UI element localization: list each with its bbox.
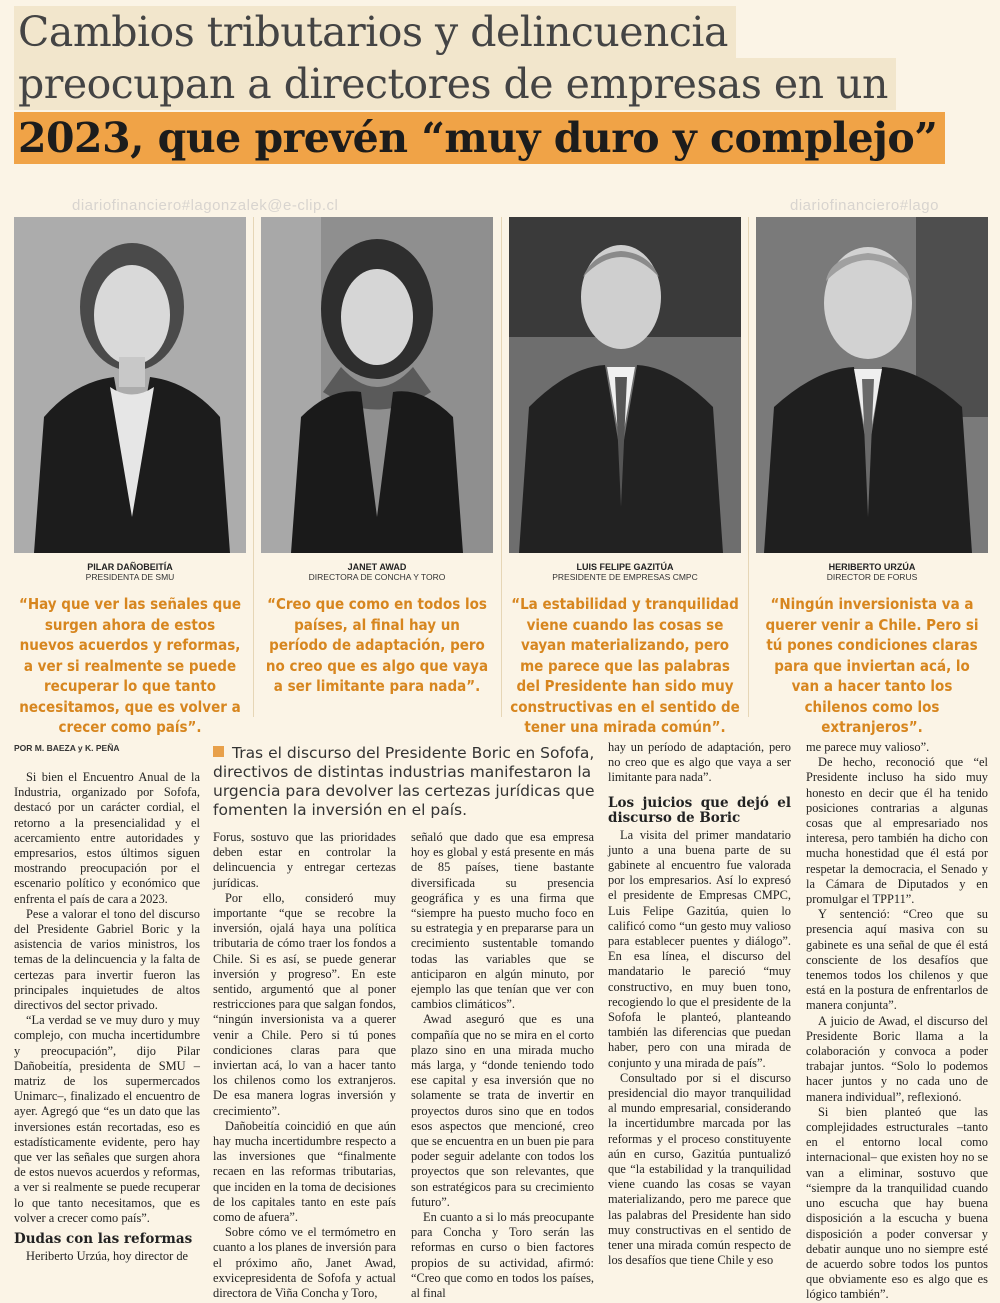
photo-luis-felipe-gazitua bbox=[509, 217, 741, 553]
article-column-1 bbox=[14, 770, 200, 1264]
column-divider bbox=[748, 217, 749, 717]
paragraph: De hecho, reconoció que “el Presidente incluso ha sido muy honesto en decir que él ha tenido posiciones contrarias a algunas cosas que al empresariado nos interesa, pero también ha dicho con mucha honestidad que él está por respetar la democracia, el Senado y la Cámara de Diputados y en promulgar el TPP11”. bbox=[806, 755, 988, 907]
paragraph: “La verdad se ve muy duro y muy complejo, con mucha incertidumbre y preocupación”, dijo Pilar Dañobeitía, presidenta de SMU –matriz de los supermercados Unimarc–, finalizado el encuentro de ayer. Agregó que “es un dato que las inversiones están recortadas, eso es estadísticamente evidente, pero hay que ver las señales que surgen ahora de estos nuevos acuerdos y reformas, a ver si realmente se puede recuperar lo que tanto necesitamos, que es volver a crecer como país”. bbox=[14, 1013, 200, 1225]
watermark-left: diariofinanciero#lagonzalek@e-clip.cl bbox=[72, 197, 339, 214]
column-divider bbox=[501, 217, 502, 717]
paragraph: Sobre cómo ve el termómetro en cuanto a los planes de inversión para el próximo año, Janet Awad, exvicepresidenta de Sofofa y actual directora de Viña Concha y Toro, bbox=[213, 1225, 396, 1301]
pull-quote-2: “Creo que como en todos los países, al final hay un período de adaptación, pero no creo que es algo que vaya a ser limitante para nada”. bbox=[265, 595, 489, 695]
photo-heriberto-urzua bbox=[756, 217, 988, 553]
paragraph: señaló que dado que esa empresa hoy es global y está presente en más de 85 países, tiene bastante diversificada su presencia geográfica y es una firma que “siempre ha puesto mucho foco en su estrategia y en prepararse para un crecimiento sustentable tomando todas las variables que se anticiparon en algún minuto, por ejemplo las que tenían que ver con cambios climáticos”. bbox=[411, 830, 594, 1012]
headline bbox=[14, 6, 994, 164]
lead-paragraph bbox=[213, 744, 598, 820]
lead-text: Tras el discurso del Presidente Boric en Sofofa, directivos de distintas industrias manifestaron la urgencia para devolver las certezas jurídicas que fomenten la inversión en el país. bbox=[213, 744, 595, 819]
paragraph: Y sentenció: “Creo que su presencia aquí masiva con su gabinete es una señal de que él está consciente de los desafíos que tenemos todos los chilenos y que está en la postura de enfrentarlos de manera conjunta”. bbox=[806, 907, 988, 1013]
square-bullet-icon bbox=[213, 746, 224, 757]
pull-quote-1: “Hay que ver las señales que surgen ahora de estos nuevos acuerdos y reformas, a ver si realmente se puede recuperar lo que tanto necesitamos, que es volver a crecer como país”. bbox=[18, 595, 241, 736]
subheading: Dudas con las reformas bbox=[14, 1231, 193, 1248]
paragraph: Dañobeitía coincidió en que aún hay mucha incertidumbre respecto a las inversiones que “finalmente recaen en las reformas tributarias, que inciden en la toma de decisiones de los capitales tanto en este país como de afuera”. bbox=[213, 1118, 396, 1225]
article-column-2 bbox=[213, 830, 396, 1301]
paragraph: hay un período de adaptación, pero no creo que es algo que vaya a ser limitante para nada”. bbox=[608, 740, 791, 785]
caption-name: JANET AWAD bbox=[347, 562, 407, 572]
paragraph: Por ello, consideró muy importante “que se recobre la inversión, ojalá haya una política tributaria de cómo traer los fondos a Chile. Si es así, se puede generar inversión y progreso”. En este sentido, argumentó que al poner restricciones para que salgan fondos, “ningún inversionista va a querer venir a Chile. Pero si tú pones condiciones claras para que inviertan acá, lo van a hacer tanto los chilenos como los extranjeros. De esa manera logras inversión y crecimiento”. bbox=[213, 890, 396, 1118]
paragraph: Pese a valorar el tono del discurso del Presidente Gabriel Boric y la asistencia de varios ministros, los temas de la delincuencia y la falta de certezas para invertir fueron las principales inquietudes de altos directivos del sector privado. bbox=[14, 906, 200, 1013]
caption-2 bbox=[261, 562, 493, 582]
paragraph: A juicio de Awad, el discurso del Presidente Boric llama a la colaboración y convoca a poder trabajar juntos. “Solo lo podemos hacer juntos y no cada uno de manera individual”, reflexionó. bbox=[806, 1013, 988, 1104]
paragraph: Consultado por si el discurso presidencial dio mayor tranquilidad al mundo empresarial, considerando la incertidumbre marcada por las reformas y el proceso constituyente aún en curso, Gazitúa puntualizó que “la estabilidad y la tranquilidad viene cuando las cosas se vayan materializando, pero me parece que las palabras del Presidente han sido muy constructivas en el sentido de tener una mirada común respecto de los desafíos que tiene Chile y eso bbox=[608, 1070, 791, 1268]
byline: POR M. BAEZA y K. PEÑA bbox=[14, 743, 120, 753]
pull-quote-3: “La estabilidad y tranquilidad viene cuando las cosas se vayan materializando, pero me parece que las palabras del Presidente han sido muy constructivas en el sentido de tener una mirada común”. bbox=[510, 595, 740, 736]
subheading: Los juicios que dejó el discurso de Boric bbox=[608, 794, 791, 826]
caption-role: DIRECTOR DE FORUS bbox=[826, 572, 918, 582]
caption-3 bbox=[509, 562, 741, 582]
headline-line-2: preocupan a directores de empresas en un bbox=[14, 58, 896, 110]
paragraph: En cuanto a si lo más preocupante para Concha y Toro serán las reformas en curso o bien factores propios de su actividad, afirmó: “Creo que como en todos los países, al final bbox=[411, 1210, 594, 1301]
paragraph: me parece muy valioso”. bbox=[806, 740, 930, 754]
caption-1 bbox=[14, 562, 246, 582]
paragraph: Awad aseguró que es una compañía que no se mira en el corto plazo sino en una mirada mucho más larga, y “donde teniendo todo ese capital y esa inversión que no solamente se trata de invertir en proyectos duros sino que en todos esos aspectos que mencioné, creo que se encuentra en un buen pie para poder seguir adelante con todos los proyectos que son relevantes, que son estratégicos para su crecimiento futuro”. bbox=[411, 1012, 594, 1209]
caption-name: HERIBERTO URZÚA bbox=[828, 562, 916, 572]
article-column-3 bbox=[411, 830, 594, 1301]
pull-quote-4: “Ningún inversionista va a querer venir a Chile. Pero si tú pones condiciones claras para que inviertan acá, lo van a hacer tanto los chilenos como los extranjeros”. bbox=[765, 595, 979, 736]
article-column-4 bbox=[608, 740, 791, 1269]
headline-line-3: 2023, que prevén “muy duro y complejo” bbox=[14, 112, 945, 164]
paragraph: Si bien planteó que las complejidades estructurales –tanto en el entorno local como internacional– que existen hoy no se van a eliminar, sostuvo que “siempre da la tranquilidad cuando uno escucha que hay buena disposición a la escucha y buena disposición a poder conversar y debatir aunque uno no siempre esté de acuerdo sobre todos los puntos que obviamente eso es algo que es lógico también”. bbox=[806, 1104, 988, 1302]
paragraph: Si bien el Encuentro Anual de la Industria, organizado por Sofofa, destacó por un carácter cordial, el retorno a la presencialidad y el acercamiento entre autoridades y empresarios, estos últimos siguen mostrando preocupación por el escenario político y económico que enfrenta el país de cara a 2023. bbox=[14, 770, 200, 906]
column-divider bbox=[253, 217, 254, 717]
caption-role: PRESIDENTE DE EMPRESAS CMPC bbox=[552, 572, 698, 582]
caption-name: PILAR DAÑOBEITÍA bbox=[87, 562, 173, 572]
article-column-5 bbox=[806, 740, 988, 1303]
caption-role: PRESIDENTA DE SMU bbox=[85, 572, 175, 582]
caption-name: LUIS FELIPE GAZITÚA bbox=[576, 562, 674, 572]
headline-line-1: Cambios tributarios y delincuencia bbox=[14, 6, 736, 58]
watermark-right: diariofinanciero#lago bbox=[790, 197, 939, 214]
photo-pilar-danobeitia bbox=[14, 217, 246, 553]
paragraph: La visita del primer mandatario junto a una buena parte de su gabinete al encuentro fue valorada por los empresarios. Así lo expresó el presidente de Empresas CMPC, Luis Felipe Gazitúa, quien lo calificó como “un gesto muy valioso para establecer puentes y diálogo”. En esa línea, el discurso del mandatario le pareció “muy constructivo, en muy buen tono, recogiendo lo que el presidente de la Sofofa le planteó, planteando también las diferencias que puedan haber, pero con una mirada de conjunto y una mirada de país”. bbox=[608, 827, 791, 1070]
caption-role: DIRECTORA DE CONCHA Y TORO bbox=[308, 572, 446, 582]
paragraph: Heriberto Urzúa, hoy director de bbox=[26, 1249, 189, 1264]
photo-janet-awad bbox=[261, 217, 493, 553]
paragraph: Forus, sostuvo que las prioridades deben estar en controlar la delincuencia y entregar certezas jurídicas. bbox=[213, 830, 396, 890]
caption-4 bbox=[756, 562, 988, 582]
